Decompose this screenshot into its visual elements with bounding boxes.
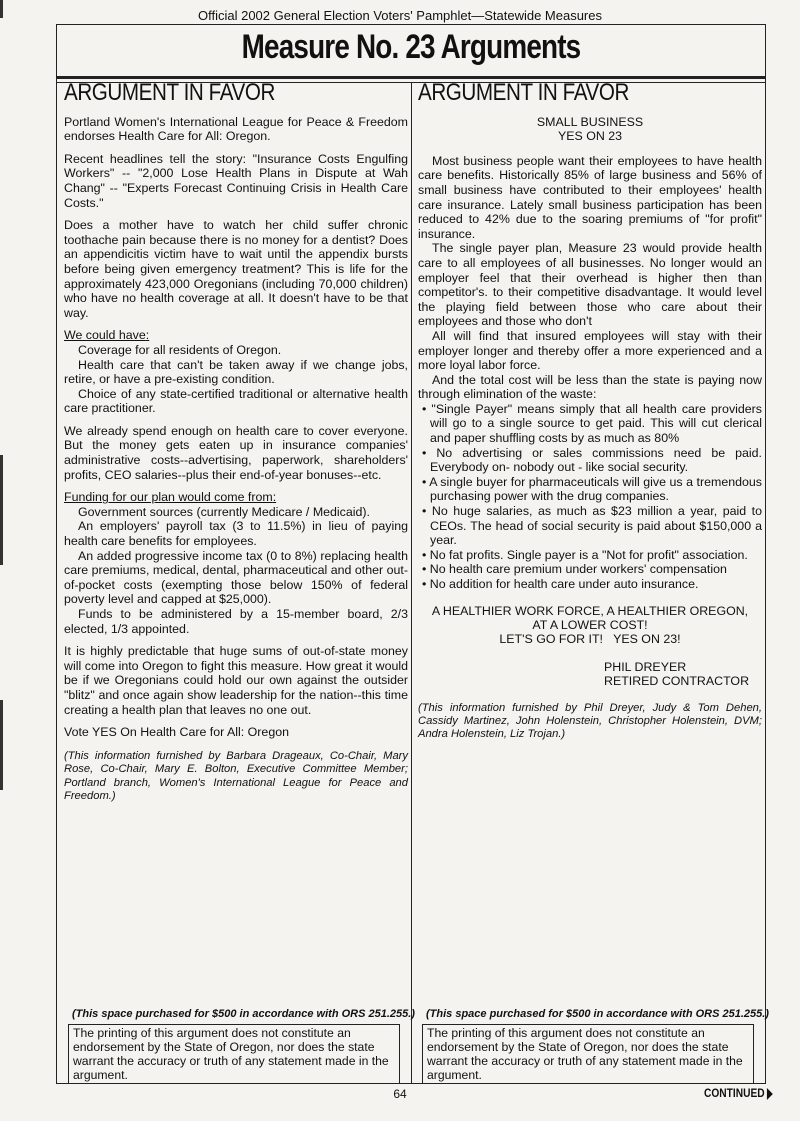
left-disclaimer: The printing of this argument does not constitute an endorsement by the State of Oregon, nor does the state warrant the accuracy or truth of any statement made in the argument.: [68, 1024, 400, 1084]
left-paragraph: It is highly predictable that huge sums of out-of-state money will come into Oregon to fight this measure. How great it would be if we Oregonians could hold our own against the outsider "blitz" and once again show leadership for the nation--this time creating a health plan that leaves no one out.: [64, 644, 408, 717]
left-paid-note: (This space purchased for $500 in accordance with ORS 251.255.): [72, 1008, 415, 1020]
right-paragraph: All will find that insured employees will stay with their employer longer and thereby offer a more experienced and a more loyal labor force.: [418, 328, 762, 373]
bullet-item: • No fat profits. Single payer is a "Not for profit" association.: [422, 547, 748, 562]
signer-title: RETIRED CONTRACTOR: [604, 673, 750, 688]
right-argument: [418, 79, 762, 750]
pamphlet-header: Official 2002 General Election Voters' Pamphlet—Statewide Measures: [197, 8, 602, 23]
right-paid-note: (This space purchased for $500 in accordance with ORS 251.255.): [426, 1008, 769, 1020]
list-item: Government sources (currently Medicare / Medicaid).: [78, 504, 370, 519]
left-closing: Vote YES On Health Care for All: Oregon: [64, 725, 289, 740]
left-heading: ARGUMENT IN FAVOR: [64, 79, 275, 106]
right-attribution: (This information furnished by Phil Dreyer, Judy & Tom Dehen, Cassidy Martinez, John Holenstein, Christopher Holenstein, DVM; Andra Holenstein, Liz Trojan.): [418, 701, 762, 741]
right-heading: ARGUMENT IN FAVOR: [418, 79, 629, 106]
funding-heading: Funding for our plan would come from:: [64, 490, 277, 505]
bullet-item: • No advertising or sales commissions need be paid. Everybody on- nobody out - like social security.: [422, 445, 762, 475]
left-paragraph: Recent headlines tell the story: "Insurance Costs Engulfing Workers" -- "2,000 Lose Health Plans in Dispute at Wah Chang" -- "Experts Forecast Continuing Crisis in Health Care Costs.": [64, 151, 408, 210]
page-number: 64: [393, 1087, 407, 1101]
right-subheading: SMALL BUSINESS: [536, 114, 644, 129]
signer-name: PHIL DREYER: [604, 659, 687, 674]
bullet-item: • No huge salaries, as much as $23 million a year, paid to CEOs. The head of social security is paid about $150,000 a year.: [422, 504, 762, 548]
closing-line: LET'S GO FOR IT! YES ON 23!: [499, 631, 681, 646]
left-attribution: (This information furnished by Barbara Drageaux, Co-Chair, Mary Rose, Co-Chair, Mary E. Bolton, Executive Committee Member; Portland branch, Women's International League for Peace and Freedom.): [64, 749, 408, 802]
list-item: Health care that can't be taken away if we change jobs, retire, or have a pre-existing condition.: [64, 357, 408, 387]
right-closing: [418, 604, 762, 646]
closing-line: A HEALTHIER WORK FORCE, A HEALTHIER OREGON,: [431, 603, 749, 618]
page-title: Measure No. 23 Arguments: [241, 28, 581, 66]
bullet-item: • "Single Payer" means simply that all health care providers will go to a single source to get paid. This will cut clerical and paper shuffling costs by as much as 80%: [422, 401, 762, 446]
right-paragraph: Most business people want their employees to have health care benefits. Historically 85% of large business and 56% of small business have contributed to their employees' health care insurance. Lately small business participation has been reduced to 42% due to the soaring premiums of "for profit" insurance.: [418, 153, 762, 241]
scan-edge-mark: [0, 700, 3, 790]
closing-line: AT A LOWER COST!: [532, 617, 648, 632]
bullet-item: • A single buyer for pharmaceuticals will give us a tremendous purchasing power with the drug companies.: [422, 474, 762, 504]
could-have-section: [64, 328, 408, 416]
list-item: Funds to be administered by a 15-member board, 2/3 elected, 1/3 appointed.: [64, 607, 408, 636]
left-paragraph: We already spend enough on health care to cover everyone. But the money gets eaten up in insurance companies' administrative costs--advertising, paperwork, shareholders' profits, CEO salaries--plus their end-of-year bonuses--etc.: [64, 423, 408, 482]
column-divider: [411, 82, 412, 1084]
signer: [418, 660, 762, 688]
right-paragraph: The single payer plan, Measure 23 would provide health care to all employees of all businesses. No longer would an employer feel that their overhead is higher then than competitor's. to their competitive disadvantage. It would level the playing field between those who care about their employees and those who don't: [418, 241, 762, 329]
right-disclaimer: The printing of this argument does not constitute an endorsement by the State of Oregon, nor does the state warrant the accuracy or truth of any statement made in the argument.: [422, 1024, 754, 1084]
list-item: An employers' payroll tax (3 to 11.5%) in lieu of paying health care benefits for employees.: [64, 519, 408, 549]
left-paragraph: Portland Women's International League for Peace & Freedom endorses Health Care for All: Oregon.: [64, 114, 408, 144]
left-paragraph: Does a mother have to watch her child suffer chronic toothache pain because there is no money for a dentist? Does an appendicitis victim have to wait until the appendix bursts before being given emergency treatment? This is life for the approximately 423,000 Oregonians (including 70,000 children) who have no health coverage at all. It doesn't have to be that way.: [64, 218, 408, 320]
right-subheading: YES ON 23: [557, 129, 623, 144]
continued-arrow-icon: [767, 1088, 773, 1100]
list-item: Choice of any state-certified traditional or alternative health care practitioner.: [64, 386, 408, 416]
scan-edge-mark: [0, 455, 3, 565]
continued-label: CONTINUED: [704, 1086, 773, 1100]
right-paragraph: And the total cost will be less than the state is paying now through elimination of the waste:: [418, 372, 762, 402]
bullet-item: • No addition for health care under auto insurance.: [422, 577, 699, 591]
list-item: An added progressive income tax (0 to 8%) replacing health care premiums, medical, dental, pharmaceutical and other out-of-pocket costs (exempting those below 150% of federal poverty level and capped at $25,000).: [64, 548, 408, 607]
funding-section: [64, 490, 408, 636]
left-argument: [64, 79, 408, 811]
list-item: Coverage for all residents of Oregon.: [78, 342, 282, 357]
could-have-heading: We could have:: [64, 328, 150, 343]
bullet-item: • No health care premium under workers' compensation: [422, 562, 727, 577]
